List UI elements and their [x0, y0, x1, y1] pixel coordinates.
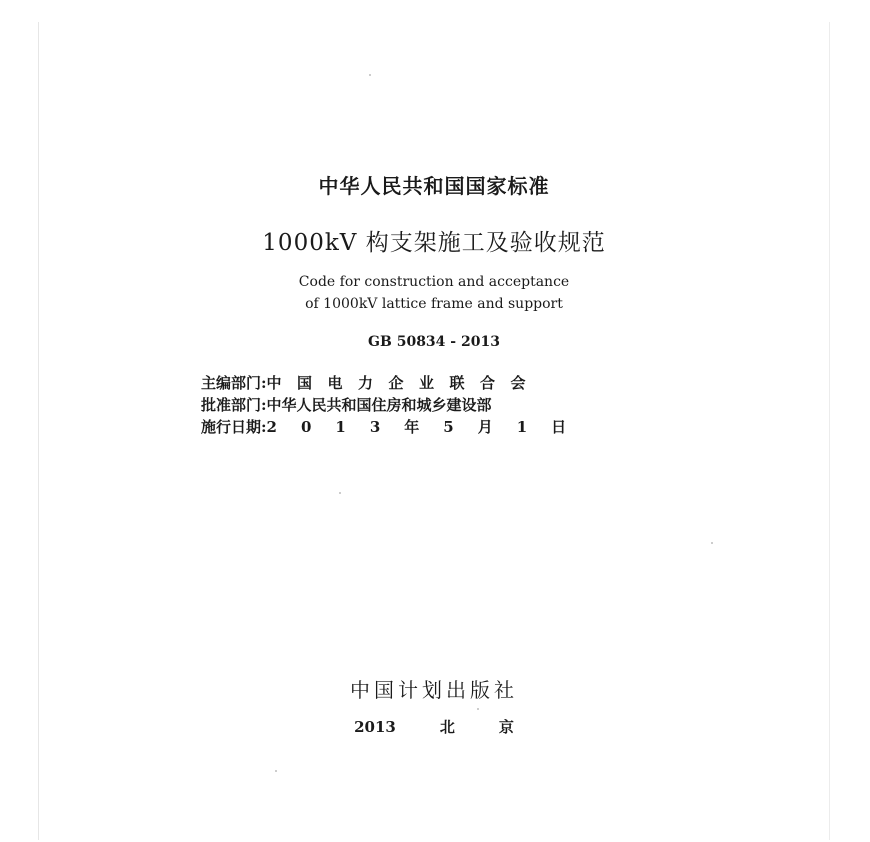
editor-row — [201, 372, 541, 393]
chinese-title: 1000kV 构支架施工及验收规范 — [262, 230, 606, 256]
date-label: 施行日期: — [201, 418, 267, 436]
publication-city-char-2: 京 — [498, 718, 514, 736]
scan-speck — [339, 492, 341, 494]
approver-label: 批准部门: — [201, 396, 267, 414]
publisher: 中国计划出版社 — [350, 678, 518, 702]
series-title: 中华人民共和国国家标准 — [318, 174, 550, 198]
scan-speck — [369, 74, 371, 76]
english-title-line-2: of 1000kV lattice frame and support — [305, 296, 563, 312]
publication-year: 2013 — [354, 718, 396, 736]
approver-value: 中华人民共和国住房和城乡建设部 — [266, 396, 492, 414]
publication-city-char-1: 北 — [439, 718, 455, 736]
approver-row — [201, 394, 492, 415]
standard-number: GB 50834 - 2013 — [368, 334, 500, 350]
editor-label: 主编部门: — [201, 374, 267, 392]
scan-speck — [711, 542, 713, 544]
effective-date-row — [201, 416, 590, 437]
english-title-line-1: Code for construction and acceptance — [298, 274, 570, 290]
date-value: 2013年5月1日 — [266, 418, 591, 436]
title-page — [38, 22, 830, 840]
publication-line — [39, 716, 829, 737]
editor-value: 中国电力企业联合会 — [266, 374, 542, 392]
scan-speck — [275, 770, 277, 772]
scan-speck — [477, 708, 479, 710]
